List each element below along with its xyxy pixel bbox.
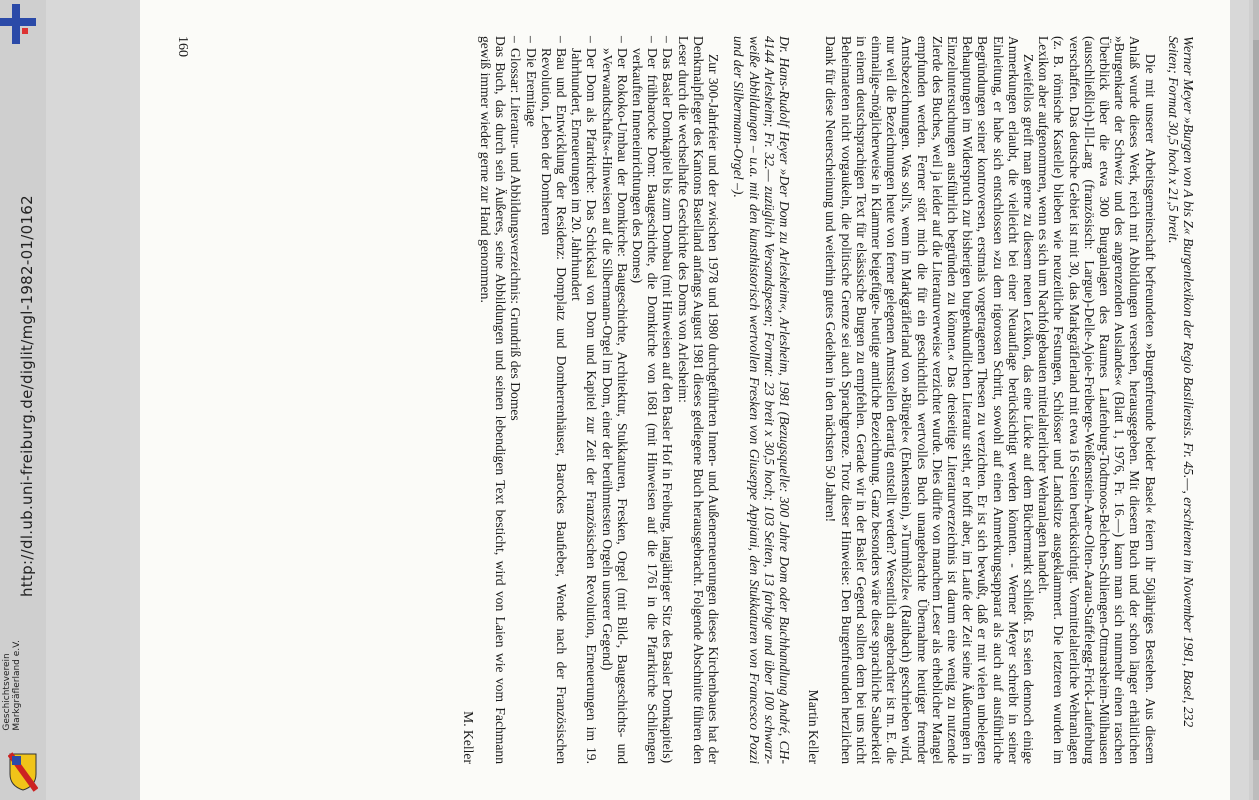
list-item: – Der frühbarocke Dom: Baugeschichte, die Domkirche von 1681 (mit Hinweisen auf die 1761 in die Pfarrkirche Schliengen verkauften Inneneinrichtungen des Domes) (630, 36, 660, 764)
review2-sections-list (508, 36, 675, 764)
vertical-scrollbar[interactable] (1253, 0, 1259, 800)
scrollbar-thumb[interactable] (1253, 40, 1259, 760)
list-item: – Glossar: Literatur- und Abbildungsverzeichnis: Grundriß des Domes (508, 36, 523, 764)
list-item: – Die Eremitage (523, 36, 538, 764)
review2-closing: Das Buch, das durch sein Äußeres, seine Abbildungen und seinen lebendigen Text besticht, wird von Laien wie vom Fachmann gewiß immer wieder gerne zur Hand genommen. (478, 36, 509, 764)
page-number: 160 (175, 36, 190, 57)
page-content-rotated (140, 0, 1230, 800)
review1-signature: Martin Keller (806, 689, 822, 764)
document-url[interactable]: http://dl.ub.uni-freiburg.de/diglit/mgl-1982-01/0162 (18, 195, 36, 598)
viewer-right-gutter (1249, 0, 1259, 800)
library-logo-icon (0, 0, 40, 50)
list-item: – Bau und Entwicklung der Residenz: Domplatz und Domherrenhäuser, Barockes Bauﬁeber, Wende nach der Französischen Revolution, Leben der Domherren (539, 36, 569, 764)
review1-heading: Werner Meyer »Burgen von A bis Z« Burgenlexikon der Regio Basiliensis. Fr. 45.—, erschienen im November 1981, Basel, 232 Seiten; Format 30,5 hoch x 21,5 breit. (1165, 36, 1196, 728)
review2-heading: Dr. Hans-Rudolf Heyer »Der Dom zu Arlesheim«, Arlesheim, 1981 (Bezugsquelle: 300 Jahre Dom oder Buchhandlung André, CH-4144 Arlesheim; Fr. 32.— zuzüglich Versandspesen; Format: 23 breit x 30,5 hoch; 103 Seiten, 13 farbige und über 100 schwarz-weiße Abbildungen – u.a. mit den kunsthistorisch wertvollen Fresken von Giuseppe Appiani, den Stukkaturen von Francesco Pozzi und der Silbermann-Orgel –). (731, 36, 792, 764)
review1-paragraph-1: Die mit unserer Arbeitsgemeinschaft befreundeten »Burgenfreunde beider Basel« feiern ihr 50jähriges Bestehen. Aus diesem Anlaß wurde dieses Werk, reich mit Abbildungen versehen, herausgegeben. Mit diesem Buch und der schon länger erhältlichen »Burgenkarte der Schweiz und des angrenzenden Auslandes« (Blatt 1, 1976, Fr. 16.—) kann man sich nunmehr einen raschen Überblick über die etwa 300 Burganlagen des Raumes Laufenburg-Todtmoos-Belchen-Schliengen-Ottmarsheim-Mülhausen (ausschließlich)-Ill-Larg (französisch: Largue)-Delle-Ajoie-Freiberge-Weißenstein-Aare-Olten-Aarau-Staffelegg-Frick-Laufenburg verschaffen. Das deutsche Gebiet ist mit 30, das Markgräflerland mit etwa 16 Seiten berücksichtigt. Vormittelalterliche Wehranlagen (z. B. römische Kastelle) blieben wie neuzeitliche Festungen, Schlösser und Landsitze ausgeklammert. Die letzteren wurden im Lexikon aber aufgenommen, wenn es sich um Nachfolgebauten mittelalterlicher Wehranlagen handelt. (1036, 36, 1158, 764)
viewer-left-sidebar (0, 0, 46, 800)
page-text (447, 36, 1196, 764)
organization-name: Geschichtsverein Markgräflerland e.V. (2, 640, 22, 731)
scanned-page (140, 0, 1230, 800)
review2-intro: Zur 300-Jahrfeier und der zwischen 1978 und 1980 durchgeführten Innen- und Außenerneuerungen dieses Kirchenbaues hat der Denkmalpfleger des Kantons Baselland anfangs August 1981 dieses gediegene Buch herausgebracht. Folgende Abschnitte führen den Leser durch die wechselhafte Geschichte des Doms von Arlesheim: (675, 36, 722, 764)
list-item: – Der Rokoko-Umbau der Domkirche: Baugeschichte, Architektur, Stukkaturen, Fresken, Orgel (mit Bild-, Baugeschichts- und »Verwandtschafts«-Hinweisen auf die Silbermann-Orgel im Dom, einer der berühmtesten Orgeln unserer Gegend) (599, 36, 629, 764)
list-item: – Das Basler Domkapitel bis zum Dombau (mit Hinweisen auf den Basler Hof in Freiburg, langjähriger Sitz des Basler Domkapitels) (660, 36, 675, 764)
review1-paragraph-2: Zweifellos greift man gerne zu diesem neuen Lexikon, das eine Lücke auf dem Büchermarkt schließt. Es seien dennoch einige Anmerkungen erlaubt, die vielleicht bei einer Neuauflage berücksichtigt werden könnten. - Werner Meyer schreibt in seiner Einleitung, er habe sich entschlossen »zu dem rigorosen Schritt, sowohl auf einen Anmerkungsapparat als auch auf ausführliche Begründungen seiner kontroversen, erstmals vorgetragenen Thesen zu verzichten. Er ist sich bewußt, daß er mit vielen unbelegten Behauptungen im Widerspruch zur bisherigen burgenkundlichen Literatur steht, er hofft aber, im Laufe der Zeit seine Äußerungen in Einzeluntersuchungen ausführlich begründen zu können.« Das dreiseitige Literaturverzeichnis ist darum eine wenig zu nutzende Zierde des Buches, weil ja leider auf die Literaturverweise verzichtet wurde. Dies dürfte von manchem Leser als erheblicher Mangel empfunden werden. Ferner stört mich die für ein geschichtlich wertvolles Buch unangebrachte Übernahme heutiger fremder Amtsbezeichnungen. Was soll's, wenn im Markgräflerland von »Bürgele« (Enkenstein), »Turmhölzle« (Raitbach) geschrieben wird, nur weil die Bezeichnungen heute von ferner gelegenen Amtsstellen derartig entstellt werden? Wesentlich angebrachter ist m. E. die einmalige-möglicherweise in Klammer beigefügte- heutige amtliche Bezeichnung. Ganz besonders wäre diese sprachliche Sauberkeit in einem deutschsprachigen Text für elsässische Burgen zu empfehlen. Gerade wir in der Basler Gegend sollten dem bei uns nicht Beheimateten nicht vorgaukeln, die politische Grenze sei auch Sprachgrenze. Trotz dieser Hinweise: Den Burgenfreunden herzlichen Dank für diese Neuerscheinung und weiterhin gutes Gedeihen in den nächsten 50 Jahren! (823, 36, 1036, 764)
review2-signature: M. Keller (460, 711, 476, 764)
list-item: – Der Dom als Pfarrkirche: Das Schicksal von Dom und Kapitel zur Zeit der Französischen Revolution, Erneuerungen im 19. Jahrhundert, Erneuerungen im 20. Jahrhundert (569, 36, 599, 764)
coat-of-arms-icon (8, 752, 38, 792)
